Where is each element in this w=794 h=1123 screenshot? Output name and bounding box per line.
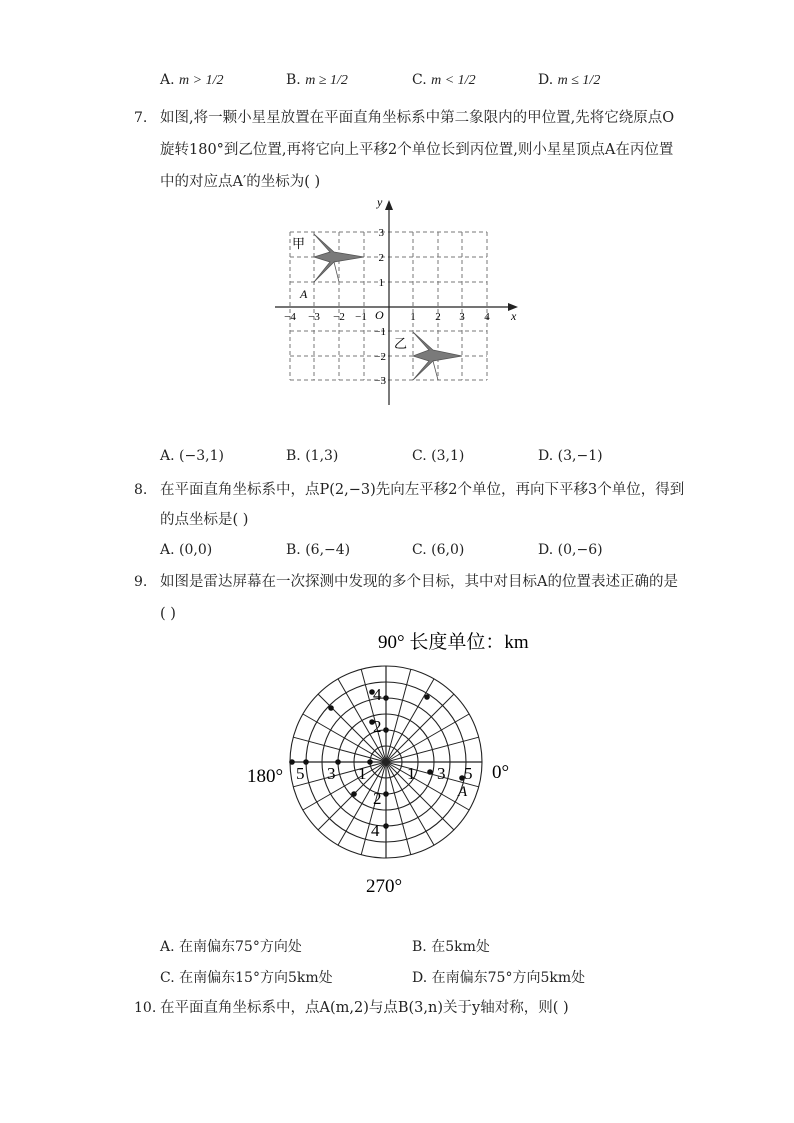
x-tick: 4 <box>484 311 490 323</box>
x-tick: −2 <box>333 311 345 323</box>
label-jia: 甲 <box>292 236 306 251</box>
x-tick: 1 <box>410 311 416 323</box>
y-tick: −2 <box>374 351 386 363</box>
q6-option-a <box>160 72 223 89</box>
ring-label: 2 <box>373 789 382 808</box>
q7-option-d <box>538 448 603 464</box>
option-label: C. <box>412 72 427 88</box>
option-label: B. <box>286 72 301 88</box>
ring-label: 3 <box>327 764 336 783</box>
option-text: 在5km处 <box>431 939 490 955</box>
option-text: (0,0) <box>179 542 213 558</box>
option-label: D. <box>538 542 554 558</box>
radar-target <box>367 759 373 765</box>
option-text: 在南偏东75°方向5km处 <box>431 970 586 986</box>
q7-line-2: 旋转180°到乙位置,再将它向上平移2个单位长到丙位置,则小星星顶点A在丙位置 <box>160 142 674 158</box>
y-tick: 3 <box>378 227 384 239</box>
q9-option-d <box>412 967 585 987</box>
option-text: (1,3) <box>305 448 339 464</box>
radar-label-180: 180° <box>247 766 284 787</box>
label-yi: 乙 <box>394 336 408 351</box>
option-label: A. <box>160 939 175 955</box>
q6-option-c <box>412 72 476 89</box>
y-axis-label: y <box>377 196 383 209</box>
option-label: D. <box>538 448 554 464</box>
x-tick: 3 <box>459 311 465 323</box>
radar-target <box>335 759 341 765</box>
option-text: m < 1/2 <box>431 73 476 88</box>
q9-option-b <box>412 936 490 956</box>
x-tick-labels <box>284 311 490 323</box>
radar-label-0: 0° <box>492 762 510 783</box>
ring-label: 5 <box>296 764 305 783</box>
x-tick: −3 <box>308 311 320 323</box>
y-axis-arrow <box>385 200 393 210</box>
radar-target <box>383 791 389 797</box>
q8-option-a <box>160 542 212 558</box>
option-label: A. <box>160 542 175 558</box>
q7-number: 7. <box>134 110 148 126</box>
radar-title: 90° 长度单位：km <box>378 632 529 653</box>
q9-line-1: 如图是雷达屏幕在一次探测中发现的多个目标，其中对目标A的位置表述正确的是 <box>160 574 678 590</box>
option-label: C. <box>412 448 427 464</box>
q9-number: 9. <box>134 574 148 590</box>
radar-target <box>383 823 389 829</box>
option-label: C. <box>412 542 427 558</box>
radar-target <box>383 695 389 701</box>
option-text: (6,−4) <box>305 542 351 558</box>
q7-option-a <box>160 448 224 464</box>
q7-line-1: 如图,将一颗小星星放置在平面直角坐标系中第二象限内的甲位置,先将它绕原点O <box>160 110 675 126</box>
option-text: m > 1/2 <box>179 73 224 88</box>
q7-option-b <box>286 448 338 464</box>
ring-label: 1 <box>358 764 367 783</box>
option-text: 在南偏东75°方向处 <box>179 939 302 955</box>
y-tick: 1 <box>378 277 384 289</box>
radar-label-270: 270° <box>366 876 403 897</box>
y-tick: −3 <box>374 375 386 387</box>
q10-line-1: 在平面直角坐标系中，点A(m,2)与点B(3,n)关于y轴对称，则( ) <box>160 1000 569 1016</box>
radar-target <box>383 727 389 733</box>
ring-label: 4 <box>373 685 382 704</box>
option-text: (0,−6) <box>557 542 603 558</box>
q7-option-c <box>412 448 464 464</box>
q9-radar-figure <box>240 624 560 900</box>
q8-number: 8. <box>134 482 148 498</box>
x-axis-label: x <box>511 309 517 323</box>
ring-label: 3 <box>437 764 446 783</box>
y-tick: 2 <box>378 252 384 264</box>
q6-option-b <box>286 72 348 89</box>
option-label: B. <box>412 939 427 955</box>
option-label: A. <box>160 72 175 88</box>
option-label: D. <box>538 72 554 88</box>
option-label: C. <box>160 970 175 986</box>
q10-number: 10. <box>134 1000 157 1016</box>
option-text: m ≤ 1/2 <box>557 73 601 88</box>
radar-target <box>289 759 295 765</box>
q6-option-d <box>538 72 600 89</box>
radar-target-a-label: A <box>458 784 468 800</box>
radar-target <box>424 694 430 700</box>
radar-target <box>427 769 433 775</box>
origin-label: O <box>375 308 384 322</box>
vertex-a-label: A <box>300 287 308 301</box>
x-tick: 2 <box>435 311 441 323</box>
option-label: A. <box>160 448 175 464</box>
q8-option-c <box>412 542 464 558</box>
x-tick: −4 <box>284 311 296 323</box>
q7-coordinate-figure <box>268 196 530 412</box>
radar-target <box>351 791 357 797</box>
radar-target <box>328 705 334 711</box>
option-text: 在南偏东15°方向5km处 <box>179 970 333 986</box>
q8-line-1: 在平面直角坐标系中，点P(2,−3)先向左平移2个单位，再向下平移3个单位，得到 <box>160 482 685 498</box>
option-text: (3,1) <box>431 448 465 464</box>
option-label: B. <box>286 448 301 464</box>
option-text: (3,−1) <box>557 448 603 464</box>
q8-option-d <box>538 542 603 558</box>
q9-option-c <box>160 967 333 987</box>
q8-line-2: 的点坐标是( ) <box>160 512 249 528</box>
option-label: D. <box>412 970 428 986</box>
ring-label: 5 <box>464 764 473 783</box>
x-tick: −1 <box>355 311 367 323</box>
option-text: (−3,1) <box>179 448 224 464</box>
q9-option-a <box>160 936 302 956</box>
q7-line-3: 中的对应点A′的坐标为( ) <box>160 174 321 190</box>
ring-label: 1 <box>407 764 416 783</box>
ring-label: 2 <box>373 717 382 736</box>
option-text: m ≥ 1/2 <box>305 73 348 88</box>
option-label: B. <box>286 542 301 558</box>
ring-label: 4 <box>371 821 380 840</box>
q9-line-2: ( ) <box>160 606 176 622</box>
y-tick: −1 <box>374 326 386 338</box>
option-text: (6,0) <box>431 542 465 558</box>
q8-option-b <box>286 542 350 558</box>
